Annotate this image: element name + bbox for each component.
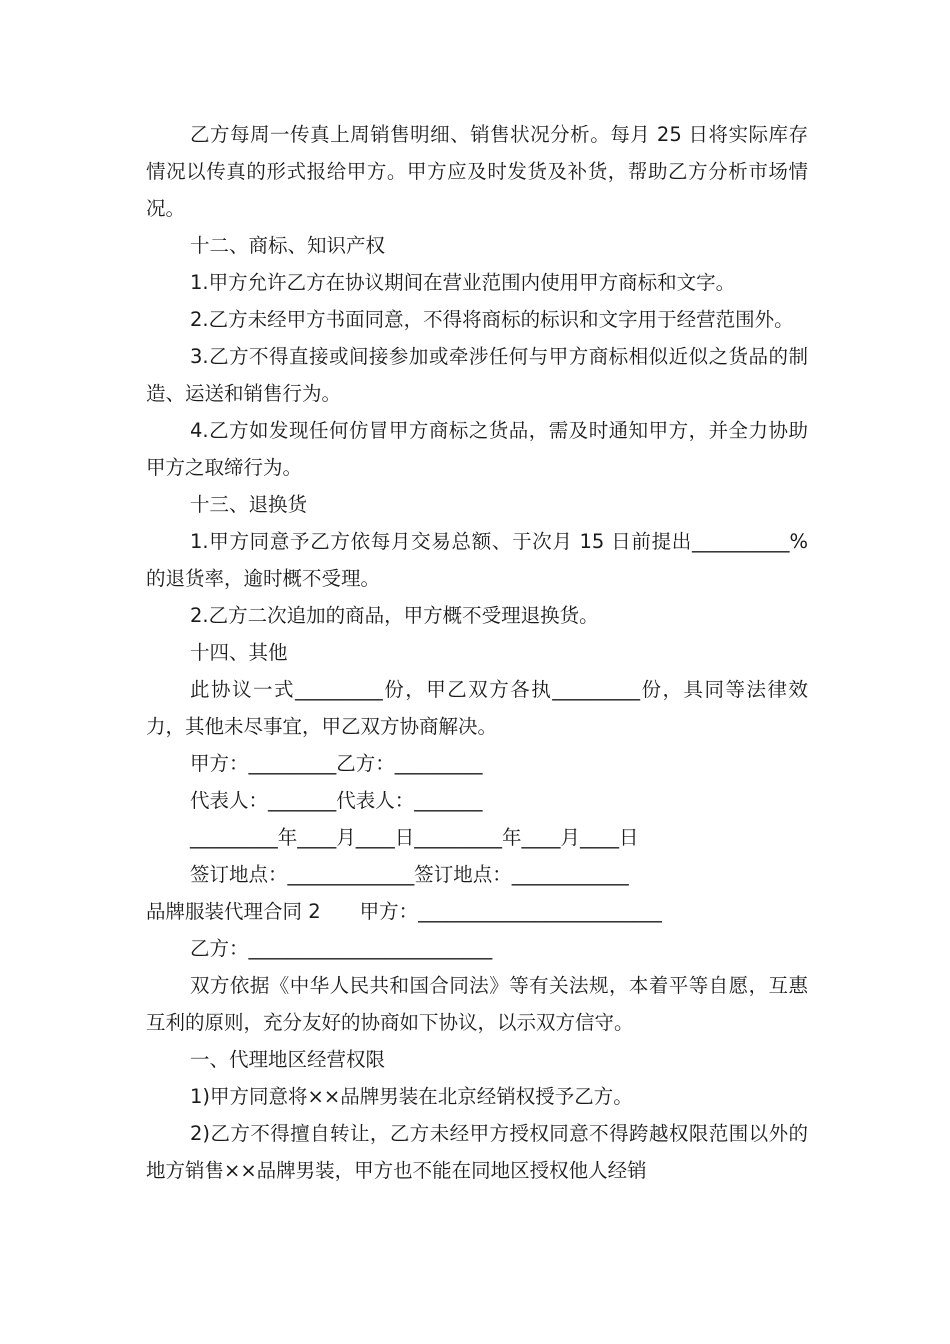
- contract-2-clause-1: 1)甲方同意将××品牌男装在北京经销权授予乙方。: [190, 1085, 633, 1108]
- clause-trademark-1: 1.甲方允许乙方在协议期间在营业范围内使用甲方商标和文字。: [190, 271, 736, 294]
- clause-trademark-4: 4.乙方如发现任何仿冒甲方商标之货品，需及时通知甲方，并全力协助甲方之取缔行为。: [146, 419, 808, 479]
- clause-returns-1: 1.甲方同意予乙方依每月交易总额、于次月 15 日前提出__________%的退货率，逾时概不受理。: [146, 530, 808, 590]
- signature-places: 签订地点：_____________签订地点：____________: [190, 863, 629, 886]
- clause-returns-2: 2.乙方二次追加的商品，甲方概不受理退换货。: [190, 604, 599, 627]
- signature-parties: 甲方：_________乙方：_________: [190, 752, 483, 775]
- contract-2-intro: 双方依据《中华人民共和国合同法》等有关法规，本着平等自愿，互惠互利的原则，充分友好的协商如下协议，以示双方信守。: [146, 974, 808, 1034]
- section-heading-trademark: 十二、商标、知识产权: [190, 234, 386, 257]
- section-heading-returns: 十三、退换货: [190, 493, 308, 516]
- signature-dates: _________年____月____日_________年____月____日: [190, 826, 639, 849]
- paragraph-sales-report: 乙方每周一传真上周销售明细、销售状况分析。每月 25 日将实际库存情况以传真的形式报给甲方。甲方应及时发货及补货，帮助乙方分析市场情况。: [146, 123, 808, 220]
- clause-trademark-3: 3.乙方不得直接或间接参加或牵涉任何与甲方商标相似近似之货品的制造、运送和销售行为。: [146, 345, 808, 405]
- clause-other-1: 此协议一式_________份，甲乙双方各执_________份，具同等法律效力，其他未尽事宜，甲乙双方协商解决。: [146, 678, 808, 738]
- contract-2-title-party-a: 品牌服装代理合同 2 甲方：_________________________: [146, 900, 662, 923]
- signature-representatives: 代表人：_______代表人：_______: [190, 789, 483, 812]
- contract-2-party-b: 乙方：_________________________: [190, 937, 493, 960]
- contract-2-clause-2: 2)乙方不得擅自转让，乙方未经甲方授权同意不得跨越权限范围以外的地方销售××品牌男装，甲方也不能在同地区授权他人经销: [146, 1122, 808, 1182]
- clause-trademark-2: 2.乙方未经甲方书面同意，不得将商标的标识和文字用于经营范围外。: [190, 308, 794, 331]
- contract-2-section-heading-territory: 一、代理地区经营权限: [190, 1048, 386, 1071]
- section-heading-other: 十四、其他: [190, 641, 288, 664]
- document-body: [146, 116, 808, 1189]
